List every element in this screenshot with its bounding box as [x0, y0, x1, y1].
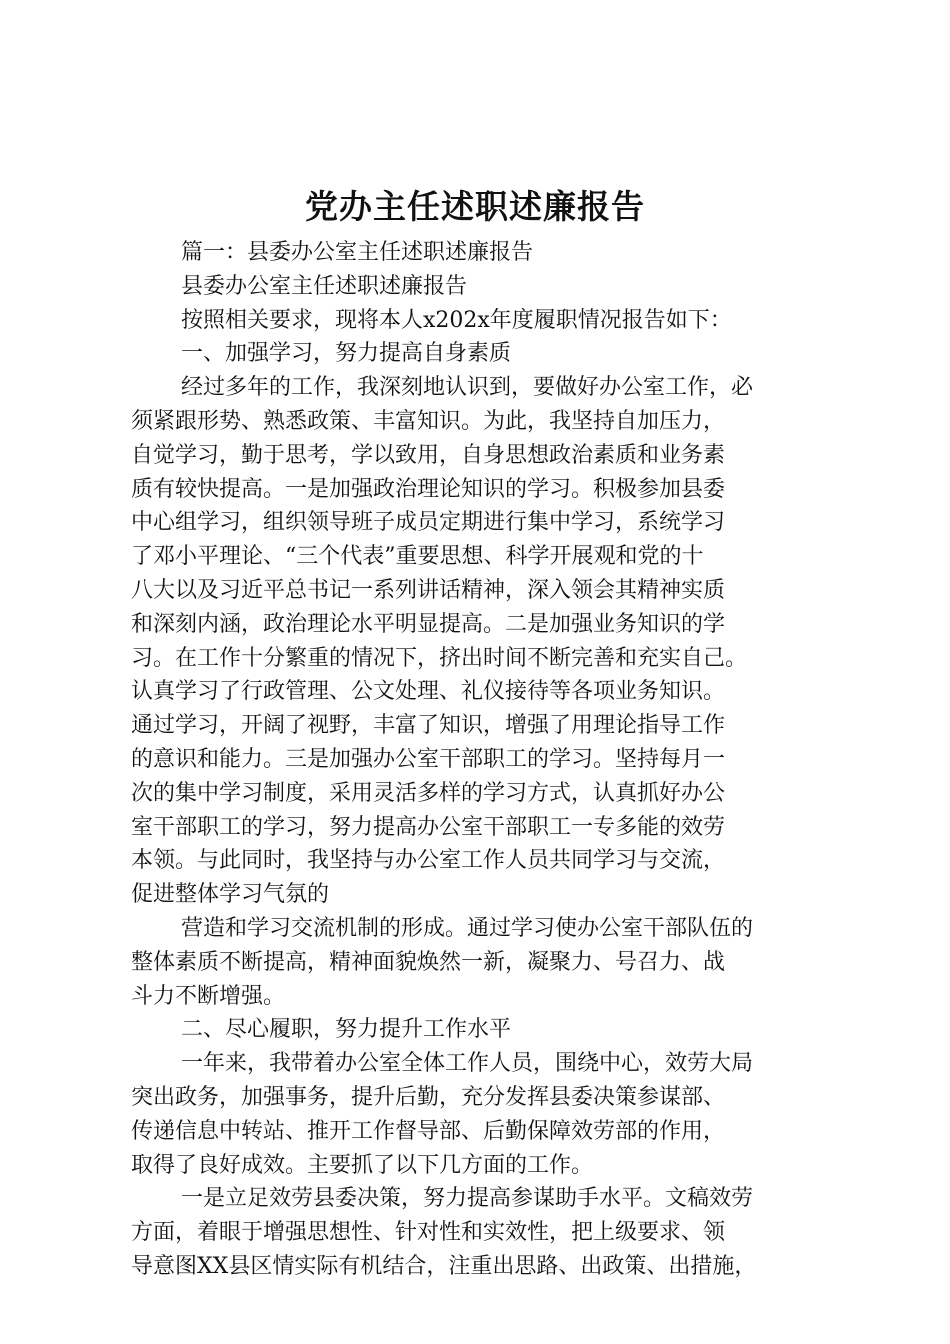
paragraph-line: 自觉学习，勤于思考，学以致用，自身思想政治素质和业务素	[131, 442, 726, 468]
section-heading: 一、加强学习，努力提高自身素质	[181, 341, 512, 367]
paragraph-line: 促进整体学习气氛的	[131, 882, 330, 908]
paragraph-line: 取得了良好成效。主要抓了以下几方面的工作。	[131, 1152, 594, 1178]
paragraph-line: 导意图XX县区情实际有机结合，注重出思路、出政策、出措施，	[131, 1253, 757, 1279]
paragraph-line: 室干部职工的学习，努力提高办公室干部职工一专多能的效劳	[131, 814, 726, 840]
paragraph-line: 习。在工作十分繁重的情况下，挤出时间不断完善和充实自己。	[131, 645, 748, 671]
paragraph-line: 中心组学习，组织领导班子成员定期进行集中学习，系统学习	[131, 510, 726, 536]
paragraph-line: 营造和学习交流机制的形成。通过学习使办公室干部队伍的	[181, 915, 754, 941]
paragraph-line: 斗力不断增强。	[131, 983, 286, 1009]
section-heading: 二、尽心履职，努力提升工作水平	[181, 1017, 512, 1043]
paragraph-line: 通过学习，开阔了视野，丰富了知识，增强了用理论指导工作	[131, 713, 726, 739]
document-title: 党办主任述职述廉报告	[305, 187, 645, 226]
paragraph-line: 质有较快提高。一是加强政治理论知识的学习。积极参加县委	[131, 476, 726, 502]
paragraph-line: 方面，着眼于增强思想性、针对性和实效性，把上级要求、领	[131, 1220, 726, 1246]
paragraph-line: 传递信息中转站、推开工作督导部、后勤保障效劳部的作用，	[131, 1118, 726, 1144]
paragraph-line: 本领。与此同时，我坚持与办公室工作人员共同学习与交流，	[131, 848, 726, 874]
paragraph-line: 了邓小平理论、“三个代表”重要思想、科学开展观和党的十	[131, 544, 704, 570]
document-body	[131, 236, 851, 1284]
paragraph-line: 须紧跟形势、熟悉政策、丰富知识。为此，我坚持自加压力，	[131, 408, 726, 434]
paragraph-line: 一是立足效劳县委决策，努力提高参谋助手水平。文稿效劳	[181, 1186, 754, 1212]
paragraph-line: 的意识和能力。三是加强办公室干部职工的学习。坚持每月一	[131, 746, 726, 772]
paragraph-line: 认真学习了行政管理、公文处理、礼仪接待等各项业务知识。	[131, 679, 726, 705]
paragraph-line: 按照相关要求，现将本人x202x年度履职情况报告如下：	[181, 307, 732, 333]
paragraph-line: 和深刻内涵，政治理论水平明显提高。二是加强业务知识的学	[131, 611, 726, 637]
paragraph-line: 次的集中学习制度，采用灵活多样的学习方式，认真抓好办公	[131, 780, 726, 806]
report-heading: 县委办公室主任述职述廉报告	[181, 273, 468, 299]
paragraph-line: 整体素质不断提高，精神面貌焕然一新，凝聚力、号召力、战	[131, 949, 726, 975]
paragraph-line: 突出政务，加强事务，提升后勤，充分发挥县委决策参谋部、	[131, 1084, 726, 1110]
paragraph-line: 经过多年的工作，我深刻地认识到，要做好办公室工作，必	[181, 375, 754, 401]
chapter-heading: 篇一：县委办公室主任述职述廉报告	[181, 240, 534, 265]
paragraph-line: 八大以及习近平总书记一系列讲话精神，深入领会其精神实质	[131, 577, 726, 603]
paragraph-line: 一年来，我带着办公室全体工作人员，围绕中心，效劳大局	[181, 1051, 754, 1077]
